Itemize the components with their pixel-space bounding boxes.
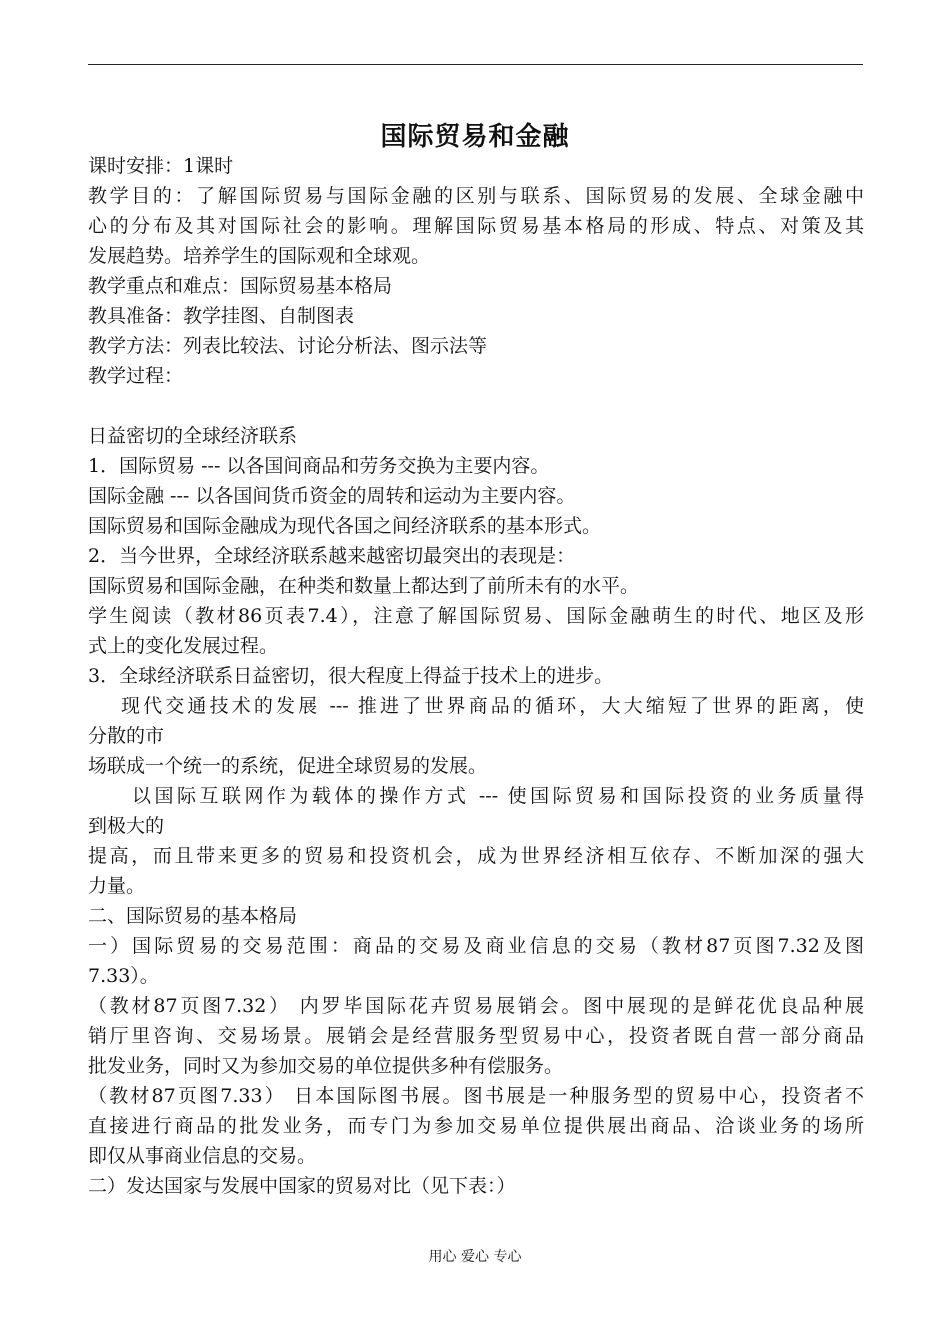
text-line: 课时安排：1课时 [88,155,234,177]
page-footer: 用心 爱心 专心 [428,1249,522,1265]
text-line: 式上的变化发展过程。 [88,635,279,657]
text-line: 以国际互联网作为载体的操作方式 --- 使国际贸易和国际投资的业务质量得 [132,785,864,807]
text-line: 日益密切的全球经济联系 [88,425,298,447]
text-line: 提高，而且带来更多的贸易和投资机会，成为世界经济相互依存、不断加深的强大 [88,845,864,867]
text-line: （教材87页图7.33） 日本国际图书展。图书展是一种服务型的贸易中心，投资者不 [88,1085,864,1107]
text-line: 现代交通技术的发展 --- 推进了世界商品的循环，大大缩短了世界的距离，使 [121,695,864,717]
document-title: 国际贸易和金融 [380,122,570,152]
text-line: 7.33）。 [88,965,159,987]
text-line: 发展趋势。培养学生的国际观和全球观。 [88,245,431,267]
blank-line [88,391,864,421]
text-line: 即仅从事商业信息的交易。 [88,1145,317,1167]
text-line: 1．国际贸易 --- 以各国间商品和劳务交换为主要内容。 [88,455,550,477]
text-line: 场联成一个统一的系统，促进全球贸易的发展。 [88,755,488,777]
text-line: 到极大的 [88,815,165,837]
text-line: 二、国际贸易的基本格局 [88,905,298,927]
text-line: 教学重点和难点：国际贸易基本格局 [88,275,393,297]
text-line: 教具准备：教学挂图、自制图表 [88,305,355,327]
text-line: 国际贸易和国际金融成为现代各国之间经济联系的基本形式。 [88,515,602,537]
text-line: 批发业务，同时又为参加交易的单位提供多种有偿服务。 [88,1055,564,1077]
text-line: 3．全球经济联系日益密切，很大程度上得益于技术上的进步。 [88,665,614,687]
text-line: 直接进行商品的批发业务，而专门为参加交易单位提供展出商品、洽谈业务的场所 [88,1115,864,1137]
text-line: 一）国际贸易的交易范围：商品的交易及商业信息的交易（教材87页图7.32及图 [88,935,864,957]
text-line: 学生阅读（教材86页表7.4），注意了解国际贸易、国际金融萌生的时代、地区及形 [88,605,864,627]
text-line: （教材87页图7.32） 内罗毕国际花卉贸易展销会。图中展现的是鲜花优良品种展 [88,995,864,1017]
text-line: 力量。 [88,875,146,897]
document-body [88,151,864,1201]
header-rule [88,64,863,65]
text-line: 销厅里咨询、交易场景。展销会是经营服务型贸易中心，投资者既自营一部分商品 [88,1025,864,1047]
text-line: 2．当今世界，全球经济联系越来越密切最突出的表现是： [88,545,576,567]
text-line: 心的分布及其对国际社会的影响。理解国际贸易基本格局的形成、特点、对策及其 [88,215,864,237]
text-line: 国际金融 --- 以各国间货币资金的周转和运动为主要内容。 [88,485,576,507]
text-line: 分散的市 [88,725,165,747]
text-line: 教学目的：了解国际贸易与国际金融的区别与联系、国际贸易的发展、全球金融中 [88,185,864,207]
text-line: 国际贸易和国际金融，在种类和数量上都达到了前所未有的水平。 [88,575,640,597]
text-line: 教学方法：列表比较法、讨论分析法、图示法等 [88,335,488,357]
text-line: 教学过程： [88,365,184,387]
text-line: 二）发达国家与发展中国家的贸易对比（见下表：） [88,1175,516,1197]
